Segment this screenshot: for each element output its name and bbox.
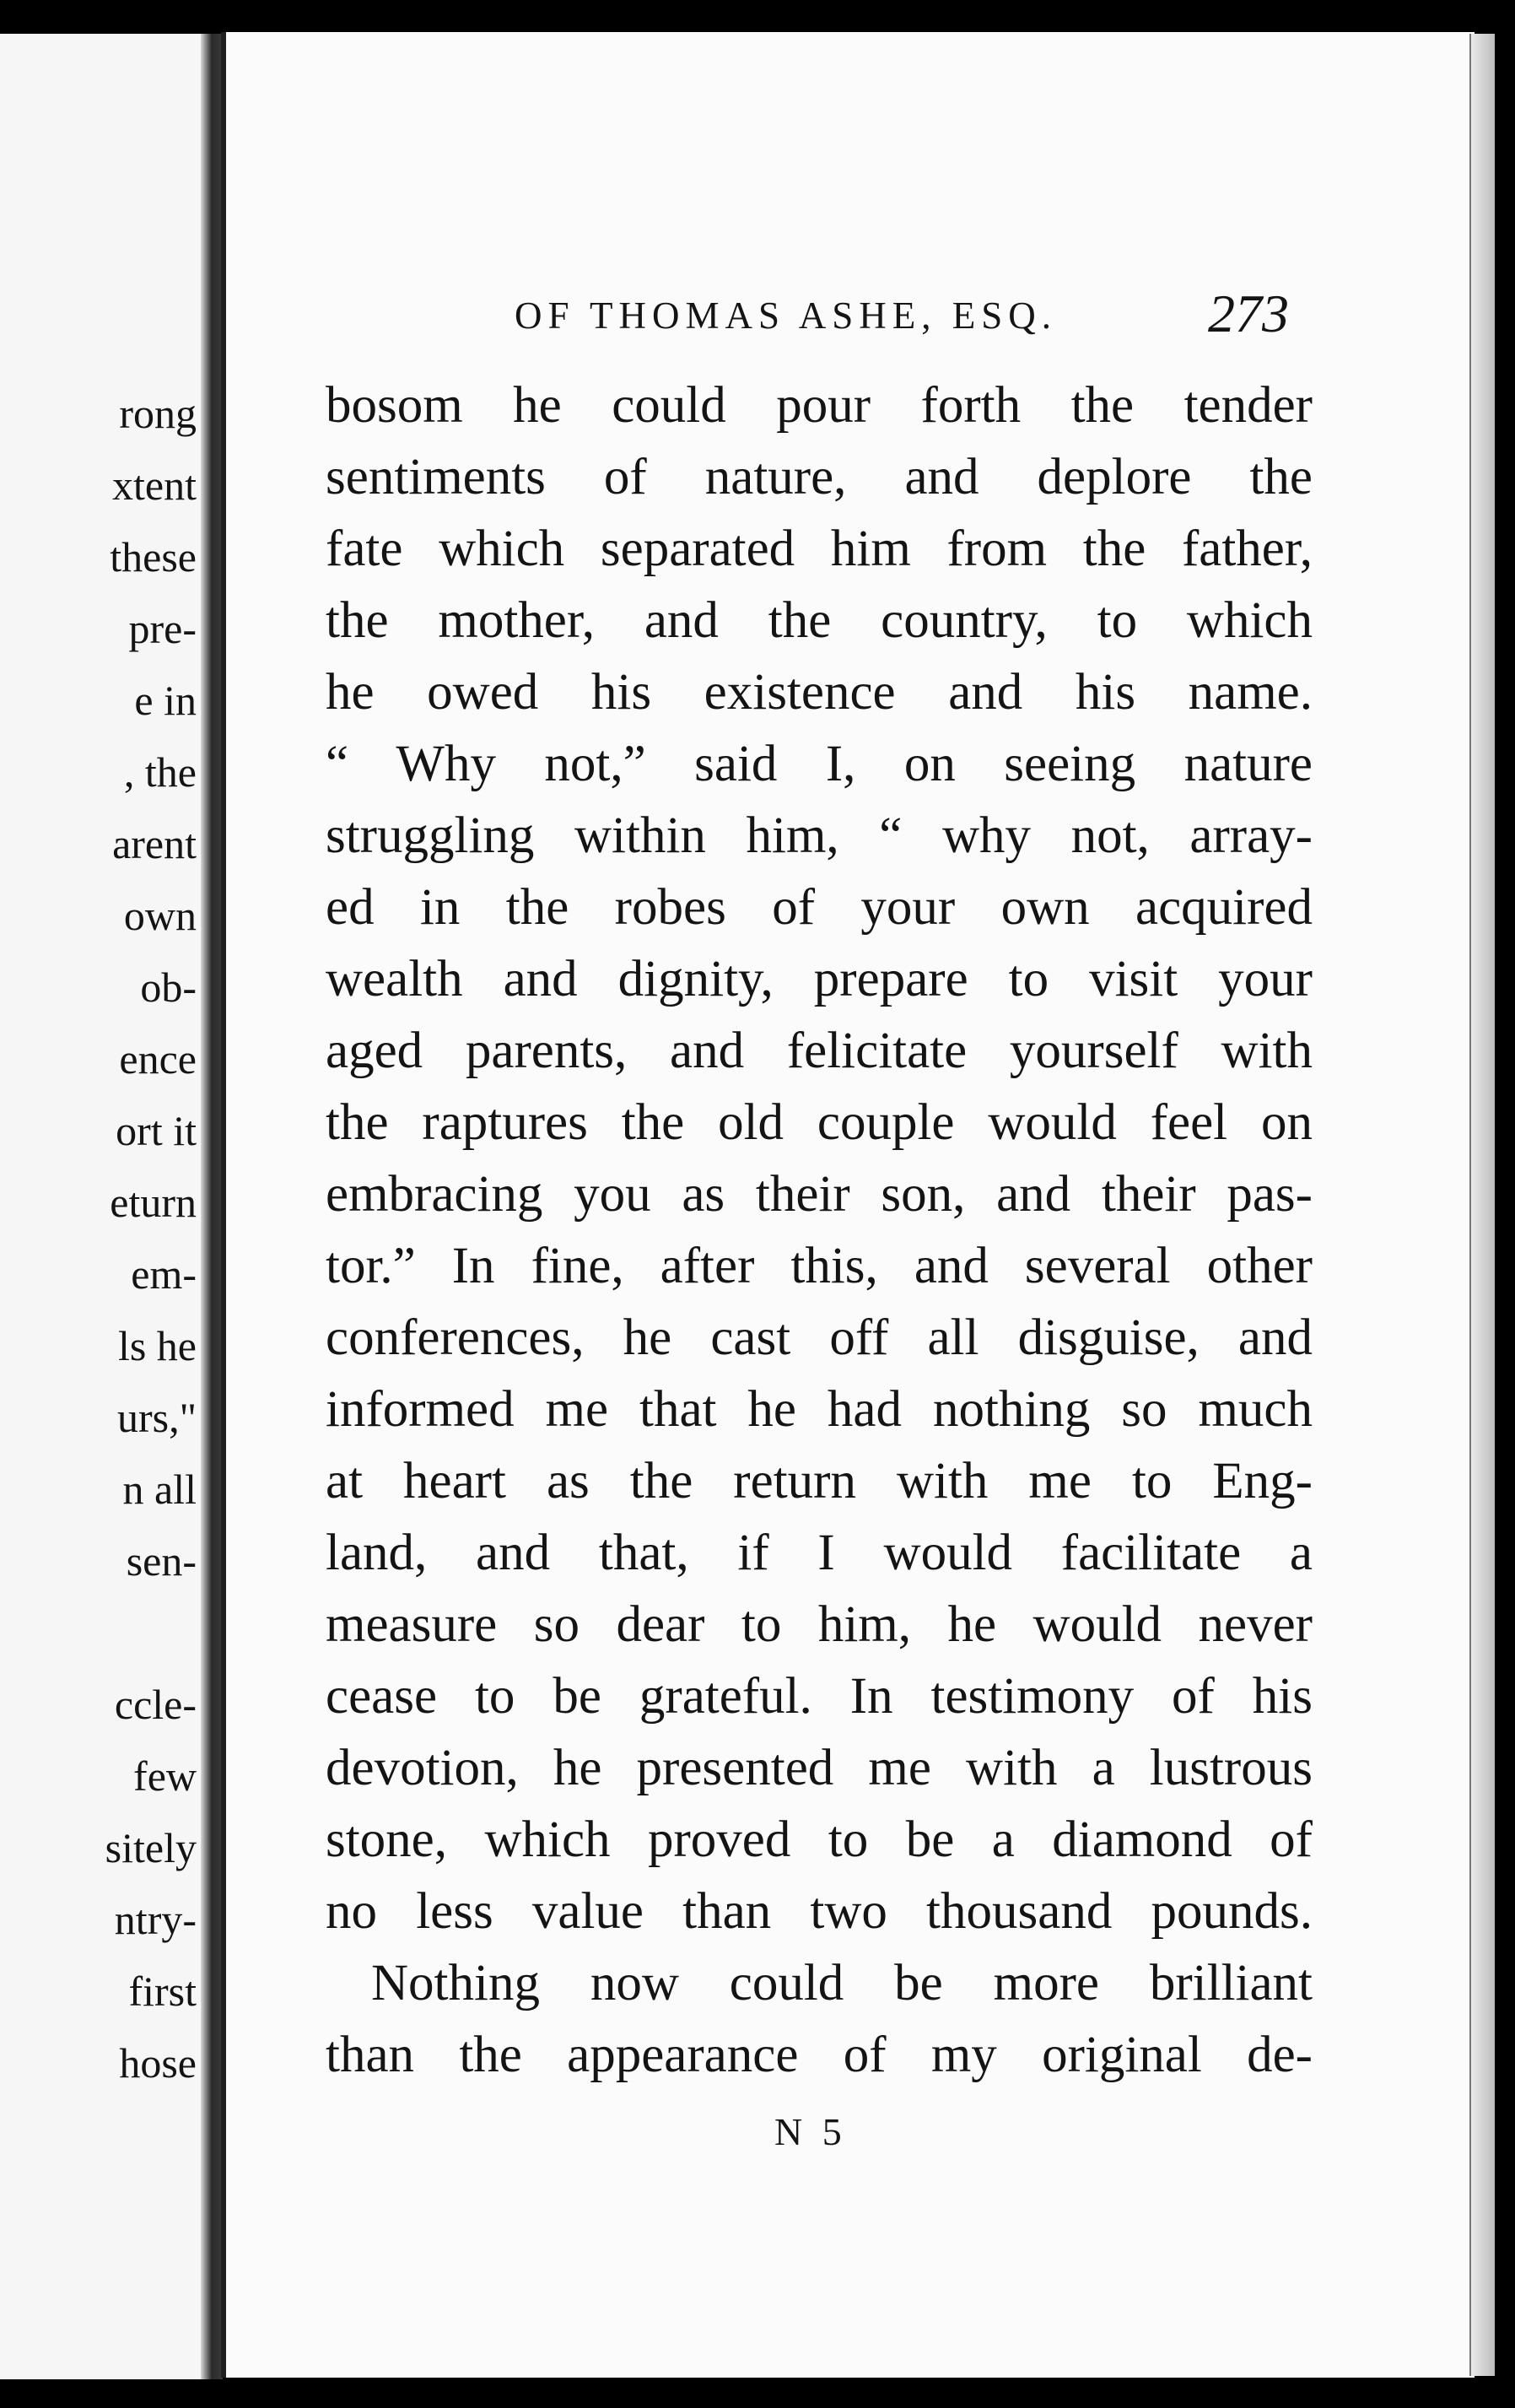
facing-page-line: few bbox=[133, 1752, 197, 1800]
text-line: tor.” In fine, after this, and several other bbox=[326, 1238, 1313, 1294]
text-line: he owed his existence and his name. bbox=[326, 664, 1313, 721]
text-line: conferences, he cast off all disguise, and bbox=[326, 1309, 1313, 1366]
text-line: at heart as the return with me to Eng- bbox=[326, 1453, 1313, 1509]
facing-page-line: rong bbox=[119, 390, 197, 437]
text-line: sentiments of nature, and deplore the bbox=[326, 449, 1313, 505]
text-line: aged parents, and felicitate yourself with bbox=[326, 1023, 1313, 1079]
facing-page-line: ob- bbox=[140, 964, 197, 1011]
text-line: bosom he could pour forth the tender bbox=[326, 377, 1313, 434]
facing-page-line: pre- bbox=[128, 605, 197, 652]
text-line: devotion, he presented me with a lustrous bbox=[326, 1740, 1313, 1796]
facing-page-line: urs," bbox=[116, 1394, 197, 1441]
text-line: embracing you as their son, and their pas- bbox=[326, 1166, 1313, 1223]
facing-page-line: ntry- bbox=[114, 1896, 197, 1943]
text-line: than the appearance of my original de- bbox=[326, 2027, 1313, 2083]
facing-page-line: ort it bbox=[116, 1107, 197, 1154]
page-number: 273 bbox=[1208, 283, 1289, 343]
text-line: informed me that he had nothing so much bbox=[326, 1381, 1313, 1438]
text-line: wealth and dignity, prepare to visit your bbox=[326, 951, 1313, 1007]
text-line: land, and that, if I would facilitate a bbox=[326, 1525, 1313, 1581]
facing-page-line: ccle- bbox=[114, 1681, 197, 1728]
text-line: the raptures the old couple would feel on bbox=[326, 1094, 1313, 1151]
facing-page-line: n all bbox=[122, 1466, 197, 1513]
signature-mark: N 5 bbox=[774, 2110, 847, 2153]
facing-page-line: ence bbox=[119, 1035, 197, 1083]
text-line: no less value than two thousand pounds. bbox=[326, 1883, 1313, 1940]
running-head: OF THOMAS ASHE, ESQ. bbox=[515, 294, 1058, 337]
facing-page-line: these bbox=[110, 533, 197, 580]
facing-page-line: sitely bbox=[105, 1824, 197, 1871]
text-line: stone, which proved to be a diamond of bbox=[326, 1811, 1313, 1868]
facing-page-line: eturn bbox=[110, 1179, 197, 1226]
facing-page-line: e in bbox=[134, 677, 197, 724]
facing-page-line: first bbox=[128, 1968, 197, 2015]
facing-page-line: ls he bbox=[117, 1322, 197, 1369]
text-line: struggling within him, “ why not, array- bbox=[326, 807, 1313, 864]
facing-page-line: hose bbox=[119, 2039, 197, 2087]
text-line: Nothing now could be more brilliant bbox=[371, 1955, 1313, 2011]
text-line: measure so dear to him, he would never bbox=[326, 1596, 1313, 1653]
text-line: “ Why not,” said I, on seeing nature bbox=[326, 736, 1313, 792]
facing-page-line: , the bbox=[123, 748, 197, 796]
facing-page bbox=[0, 34, 207, 2379]
text-line: cease to be grateful. In testimony of his bbox=[326, 1668, 1313, 1725]
text-line: ed in the robes of your own acquired bbox=[326, 879, 1313, 936]
facing-page-line: em- bbox=[131, 1250, 197, 1298]
facing-page-line: xtent bbox=[112, 462, 197, 509]
book-gutter bbox=[201, 34, 223, 2379]
facing-page-line: sen- bbox=[126, 1537, 197, 1585]
text-line: the mother, and the country, to which bbox=[326, 592, 1313, 649]
facing-page-line: arent bbox=[112, 820, 197, 867]
page-edge bbox=[1469, 34, 1495, 2376]
facing-page-line: own bbox=[123, 892, 197, 939]
text-line: fate which separated him from the father, bbox=[326, 521, 1313, 577]
